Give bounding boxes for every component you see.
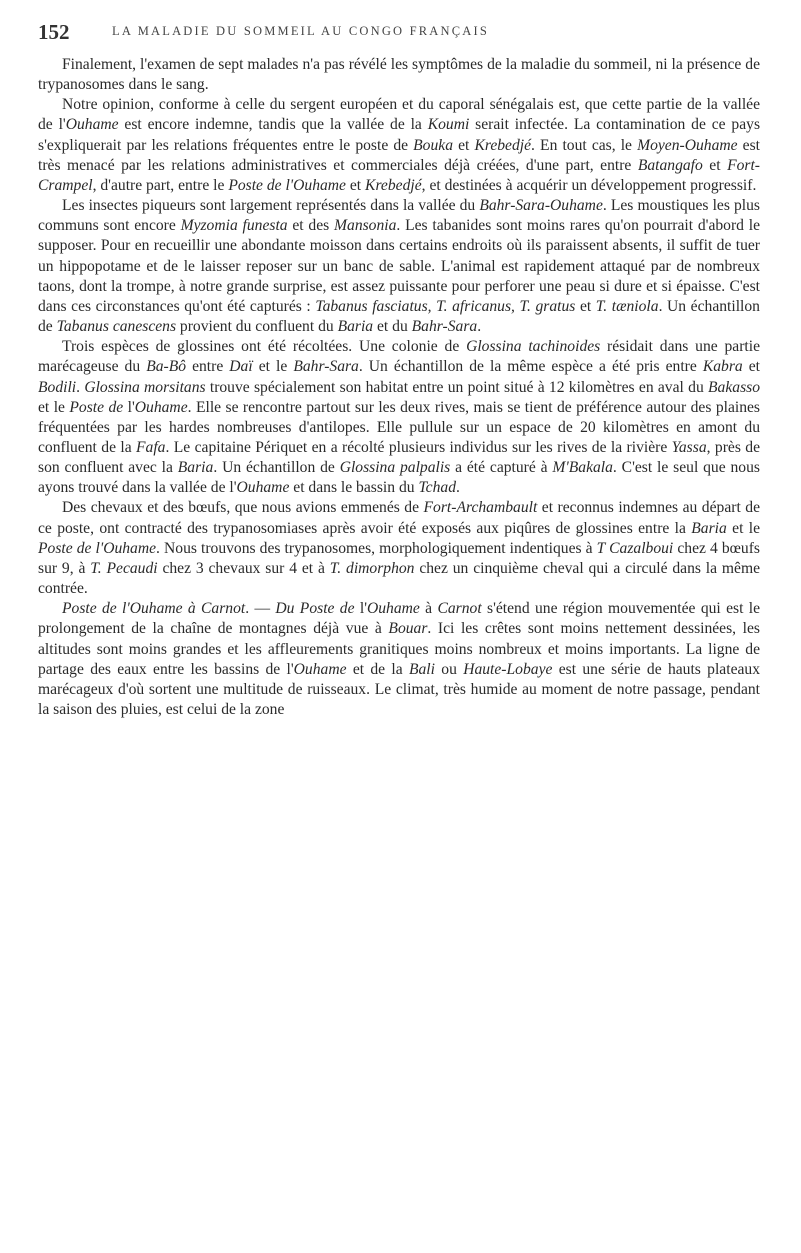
italic-term: Moyen-Ouhame: [637, 136, 738, 154]
text-run: l': [354, 600, 367, 618]
italic-term: Daï: [229, 358, 253, 376]
text-run: et le: [38, 398, 70, 416]
italic-term: Krebedjé: [365, 176, 422, 194]
italic-term: Bali: [408, 660, 435, 678]
italic-term: Bodili: [38, 378, 77, 396]
text-run: Trois espèces de glossines ont été récoltées. Une colonie de: [62, 338, 467, 356]
italic-term: Ouhame: [367, 600, 420, 618]
italic-term: Tabanus fasciatus, T. africanus, T. gratus: [315, 297, 576, 315]
paragraph: [38, 196, 760, 337]
italic-term: Ouhame: [65, 116, 119, 134]
italic-term: Myzomia funesta: [180, 217, 288, 235]
text-run: à: [419, 600, 438, 618]
text-run: est une série de hauts plateaux marécageux d'où sortent une multitude de ruisseaux. Le climat, très humide au moment de notre passage, pendant la saison des pluies, est celui de la zone: [38, 660, 761, 718]
text-run: et le: [726, 519, 761, 537]
text-run: . Les moustiques les plus communs sont encore: [38, 197, 760, 235]
text-run: ou: [434, 660, 464, 678]
text-run: Notre opinion, conforme à celle du sergent européen et du caporal sénégalais est, que cette partie de la vallée de l': [38, 96, 760, 134]
paragraph: [38, 498, 760, 599]
text-run: chez 4 bœufs sur 9, à: [38, 539, 760, 577]
page-number: 152: [38, 20, 70, 44]
paragraph: [38, 337, 760, 498]
italic-term: Mansonia: [334, 217, 397, 235]
italic-term: Bakasso: [708, 378, 761, 396]
text-run: et reconnus indemnes au départ de ce poste, ont contracté des trypanosomiases après avoir été exposés aux piqûres de glossines entre la: [38, 499, 760, 537]
text-run: , près de son confluent avec la: [38, 438, 760, 477]
italic-term: Glossina palpalis: [339, 459, 451, 477]
text-run: .: [477, 318, 482, 336]
text-run: l': [123, 398, 135, 416]
italic-term: Baria: [177, 459, 214, 477]
text-run: provient du confluent du: [176, 318, 338, 336]
italic-term: Poste de: [69, 398, 124, 416]
italic-term: Bahr-Sara-Ouhame: [479, 197, 603, 215]
italic-term: Bahr-Sara: [293, 358, 359, 376]
text-run: entre: [186, 358, 230, 376]
italic-term: Ba-Bô: [146, 358, 187, 376]
text-run: Finalement, l'examen de sept malades n'a pas révélé les symptômes de la maladie du sommeil, ni la présence de trypanosomes dans le sang.: [38, 56, 760, 94]
text-run: . Le capitaine Périquet en a récolté plusieurs individus sur les rives de la rivière: [165, 438, 672, 456]
text-run: et: [453, 136, 475, 154]
text-run: .: [76, 378, 85, 396]
italic-term: T Cazalboui: [596, 539, 674, 557]
text-run: et des: [287, 217, 335, 235]
text-run: est très menacé par les relations administratives et commerciales déjà créées, d'une part, entre: [38, 136, 760, 174]
italic-term: Baria: [691, 519, 727, 537]
italic-term: Fafa: [136, 438, 166, 456]
italic-term: Glossina morsitans: [84, 378, 206, 396]
italic-term: Poste de l'Ouhame: [228, 176, 346, 194]
italic-term: Baria: [337, 318, 374, 336]
italic-term: T. dimorphon: [329, 559, 415, 577]
paragraph: [38, 599, 760, 720]
text-run: est encore indemne, tandis que la vallée de la: [118, 116, 428, 134]
text-run: . Un échantillon de la même espèce a été pris entre: [358, 358, 703, 376]
text-run: .: [456, 479, 460, 497]
italic-term: Koumi: [427, 116, 470, 134]
italic-term: Bouka: [413, 136, 453, 154]
text-run: et le: [252, 358, 294, 376]
italic-term: T. tæniola: [595, 297, 659, 315]
italic-term: Krebedjé: [474, 136, 532, 154]
italic-term: Yassa: [671, 438, 707, 456]
italic-term: M'Bakala: [552, 459, 613, 477]
italic-term: Glossina tachinoides: [466, 338, 601, 356]
italic-term: Bahr-Sara: [411, 318, 478, 336]
italic-term: Fort-Archambault: [423, 499, 538, 517]
text-run: et: [742, 358, 761, 376]
text-run: s'étend une région mouvementée qui est le prolongement de la chaîne de montagnes déjà vue à: [38, 600, 761, 638]
text-run: et: [575, 297, 596, 315]
text-run: chez un cinquième cheval qui a circulé dans la même contrée.: [38, 559, 761, 598]
text-run: résidait dans une partie marécageuse du: [38, 338, 760, 376]
italic-term: Batangafo: [637, 156, 703, 174]
paragraph: [38, 55, 760, 95]
italic-term: Carnot: [437, 600, 482, 618]
italic-term: Haute-Lobaye: [463, 660, 553, 678]
italic-term: T. Pecaudi: [90, 559, 158, 577]
text-run: . Un échantillon de: [213, 459, 340, 477]
italic-term: Tabanus canescens: [56, 318, 177, 336]
italic-term: Ouhame: [293, 660, 347, 678]
text-run: . Elle se rencontre partout sur les deux rives, mais se tient de préférence autour des plaines fréquentées par les hardes nombreuses d'antilopes. Elle pullule sur un espace de 20 kilomètres en amont du confluent de la: [38, 398, 760, 456]
text-run: chez 3 chevaux sur 4 et à: [157, 559, 330, 577]
text-run: et dans le bassin du: [289, 479, 419, 497]
text-run: . Ici les crêtes sont moins nettement dessinées, les altitudes sont moins grandes et les affleurements granitiques moins nombreux et moins importants. La ligne de partage des eaux entre les bassins de l': [38, 620, 760, 678]
text-run: et du: [373, 318, 412, 336]
running-head: LA MALADIE DU SOMMEIL AU CONGO FRANÇAIS: [112, 24, 490, 38]
italic-term: Fort-Crampel: [38, 156, 760, 194]
text-run: , et destinées à acquérir un développement progressif.: [421, 176, 757, 194]
text-run: trouve spécialement son habitat entre un point situé à 12 kilomètres en aval du: [205, 378, 709, 396]
page-header: [38, 16, 758, 44]
italic-term: Poste de l'Ouhame à Carnot: [62, 600, 246, 618]
text-run: serait infectée. La contamination de ce pays s'expliquerait par les relations fréquentes entre le poste de: [38, 116, 761, 154]
paragraph: [38, 95, 760, 196]
text-run: . C'est le seul que nous ayons trouvé dans la vallée de l': [38, 459, 760, 497]
text-run: . Nous trouvons des trypanosomes, morphologiquement indentiques à: [156, 539, 597, 557]
text-run: . Les tabanides sont moins rares qu'on pourrait d'abord le supposer. Pour en recueillir une abondante moisson dans certains endroits où ils paraissent absents, il suffit de tuer un hippopotame et de le laisser reposer sur un banc de sable. L'animal est rapidement attaqué par de nombreux taons, dont la trompe, à notre grande surprise, est assez puissante pour perforer une peau si dure et si épaisse. C'est dans ces circonstances qu'ont été capturés :: [38, 217, 760, 315]
text-run: . —: [245, 600, 276, 618]
italic-term: Du Poste de: [275, 600, 355, 618]
text-run: . En tout cas, le: [531, 136, 638, 154]
italic-term: Poste de l'Ouhame: [38, 539, 157, 557]
text-run: et de la: [346, 660, 409, 678]
text-run: a été capturé à: [450, 459, 553, 477]
italic-term: Ouhame: [134, 398, 188, 416]
italic-term: Kabra: [702, 358, 743, 376]
italic-term: Tchad: [418, 479, 456, 497]
italic-term: Bouar: [388, 620, 428, 638]
text-run: et: [702, 156, 728, 174]
text-run: Des chevaux et des bœufs, que nous avions emmenés de: [62, 499, 424, 517]
text-run: , d'autre part, entre le: [92, 176, 229, 194]
text-run: Les insectes piqueurs sont largement représentés dans la vallée du: [62, 197, 480, 215]
body-text: [38, 55, 760, 720]
text-run: et: [345, 176, 366, 194]
text-run: . Un échantillon de: [38, 297, 760, 336]
italic-term: Ouhame: [236, 479, 290, 497]
